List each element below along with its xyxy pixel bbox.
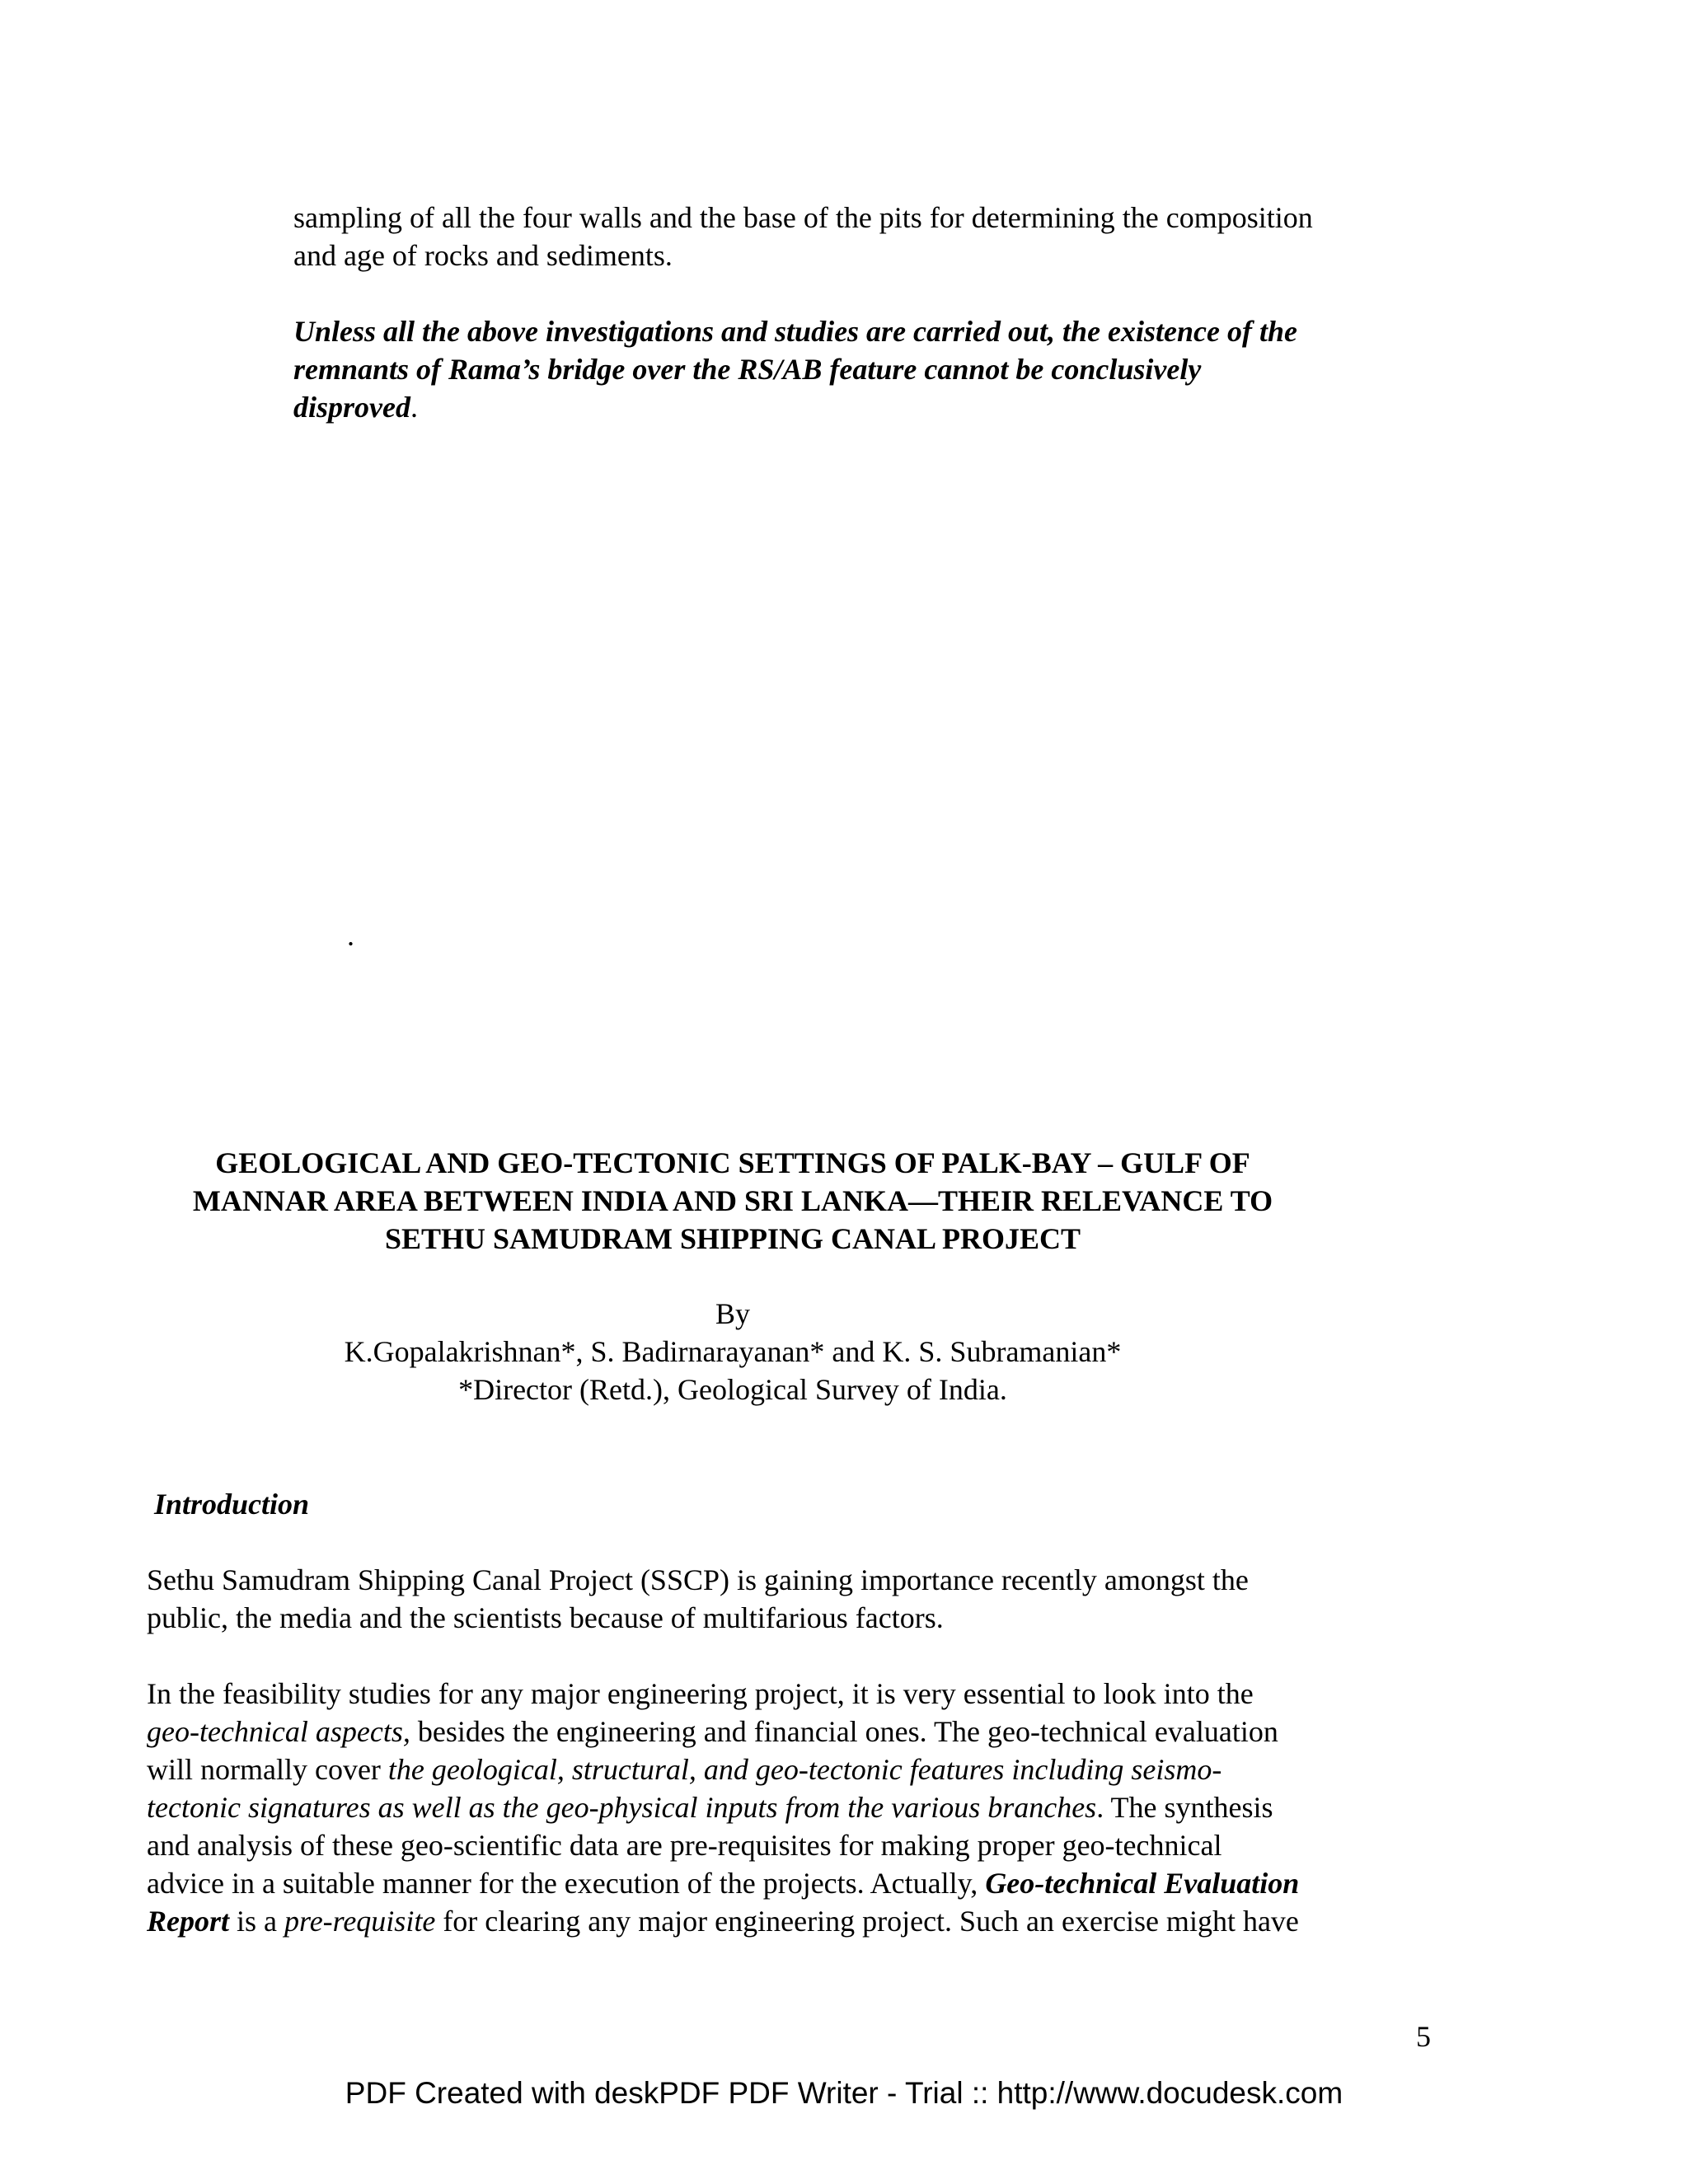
text-line: and age of rocks and sediments. bbox=[293, 239, 673, 272]
top-paragraph bbox=[293, 199, 1313, 274]
paper-title bbox=[0, 1144, 1465, 1258]
text-run: for clearing any major engineering project. Such an exercise might have bbox=[435, 1905, 1299, 1938]
conclusion-statement bbox=[293, 312, 1297, 426]
text-run: besides the engineering and financial ones. The geo-technical evaluation bbox=[410, 1715, 1278, 1748]
text-line: In the feasibility studies for any major engineering project, it is very essential to look into the bbox=[147, 1677, 1254, 1710]
text-line: and analysis of these geo-scientific data are pre-requisites for making proper geo-technical bbox=[147, 1829, 1222, 1862]
text-line: sampling of all the four walls and the base of the pits for determining the composition bbox=[293, 201, 1313, 234]
text-line bbox=[147, 1864, 1299, 1902]
text-line: Sethu Samudram Shipping Canal Project (SSCP) is gaining importance recently amongst the bbox=[147, 1563, 1249, 1596]
text-line: remnants of Rama’s bridge over the RS/AB feature cannot be conclusively bbox=[293, 353, 1202, 386]
by-label: By bbox=[715, 1297, 750, 1330]
text-line bbox=[147, 1713, 1299, 1750]
text-run: will normally cover bbox=[147, 1753, 388, 1786]
section-heading: Introduction bbox=[154, 1488, 310, 1521]
bold-italic-phrase: Report bbox=[147, 1905, 230, 1938]
title-line: SETHU SAMUDRAM SHIPPING CANAL PROJECT bbox=[384, 1222, 1081, 1255]
text-line bbox=[293, 388, 1297, 426]
italic-phrase: tectonic signatures as well as the geo-physical inputs from the various branches bbox=[147, 1791, 1097, 1824]
italic-phrase: geo-technical aspects, bbox=[147, 1715, 410, 1748]
authors: K.Gopalakrishnan*, S. Badirnarayanan* and K. S. Subramanian* bbox=[344, 1335, 1122, 1368]
title-line: GEOLOGICAL AND GEO-TECTONIC SETTINGS OF PALK-BAY – GULF OF bbox=[215, 1146, 1250, 1179]
page-number: 5 bbox=[1416, 2020, 1431, 2053]
period: . bbox=[410, 391, 418, 424]
italic-phrase: the geological, structural, and geo-tectonic features including seismo- bbox=[387, 1753, 1222, 1786]
text-run: . The synthesis bbox=[1096, 1791, 1273, 1824]
stray-mark: . bbox=[347, 919, 354, 952]
pdf-footer: PDF Created with deskPDF PDF Writer - Trial :: http://www.docudesk.com bbox=[345, 2076, 1343, 2110]
text-line bbox=[147, 1750, 1299, 1788]
byline bbox=[0, 1295, 1465, 1408]
bold-italic-phrase: Geo-technical Evaluation bbox=[985, 1867, 1300, 1900]
italic-phrase: pre-requisite bbox=[284, 1905, 436, 1938]
text-line: Unless all the above investigations and studies are carried out, the existence of the bbox=[293, 315, 1297, 348]
text-line: public, the media and the scientists because of multifarious factors. bbox=[147, 1601, 944, 1634]
intro-paragraph bbox=[147, 1561, 1249, 1637]
title-line: MANNAR AREA BETWEEN INDIA AND SRI LANKA—THEIR RELEVANCE TO bbox=[192, 1184, 1273, 1217]
affiliation: *Director (Retd.), Geological Survey of India. bbox=[458, 1373, 1007, 1406]
feasibility-paragraph bbox=[147, 1675, 1299, 1940]
text-line bbox=[147, 1902, 1299, 1940]
emphasis: disproved bbox=[293, 391, 410, 424]
text-run: advice in a suitable manner for the execution of the projects. Actually, bbox=[147, 1867, 986, 1900]
text-run: is a bbox=[229, 1905, 285, 1938]
text-line bbox=[147, 1788, 1299, 1826]
